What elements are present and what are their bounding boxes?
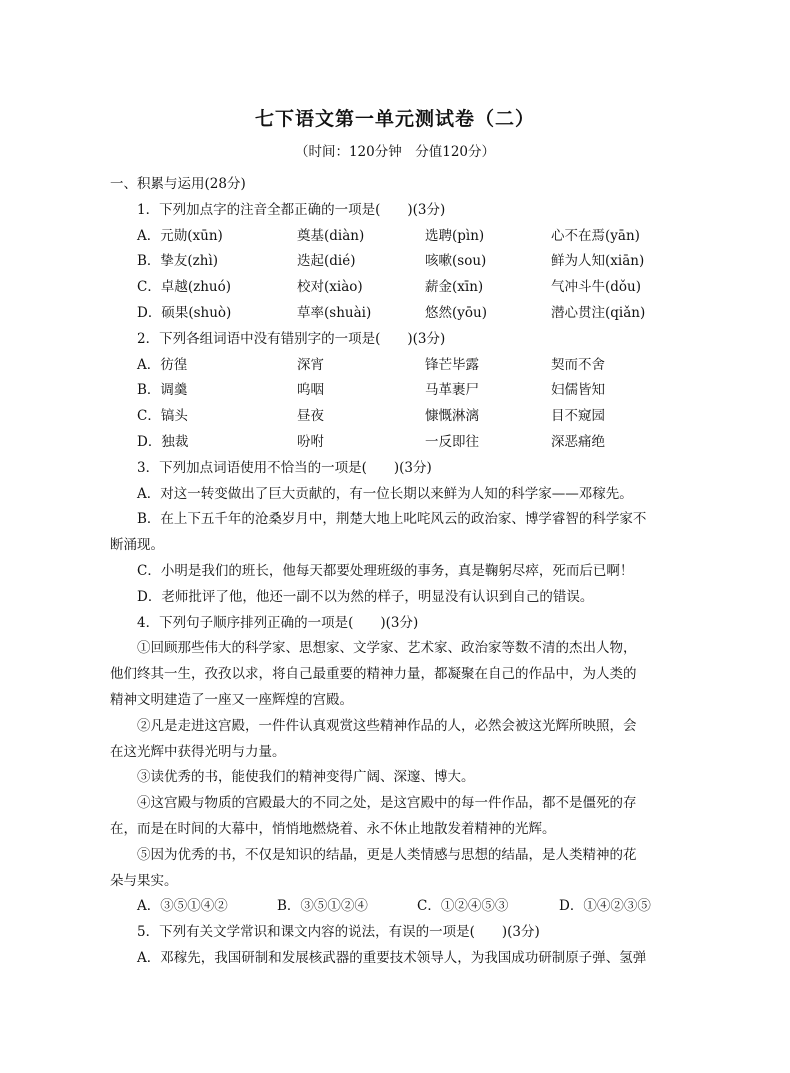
exam-content (110, 172, 714, 972)
option-cell: 目不窥园 (551, 408, 605, 425)
question-3-option-c: C．小明是我们的班长，他每天都要处理班级的事务，真是鞠躬尽瘁，死而后已啊！ (137, 562, 634, 579)
option-cell: 妇儒皆知 (551, 382, 605, 399)
option-cell: 深宵 (297, 356, 324, 373)
option-cell: A．元勋(xūn) (137, 227, 223, 244)
sentence-1-cont: 精神文明建造了一座又一座辉煌的宫殿。 (110, 691, 353, 708)
sentence-1: ①回顾那些伟大的科学家、思想家、文学家、艺术家、政治家等数不清的杰出人物， (137, 640, 637, 657)
option-cell: D．独裁 (137, 433, 189, 450)
option-cell: B．挚友(zhì) (137, 253, 219, 270)
option-cell: 昼夜 (297, 408, 324, 425)
question-1-option-d (110, 301, 714, 327)
question-2-option-a (110, 353, 714, 379)
question-3-option-d: D．老师批评了他，他还一副不以为然的样子，明显没有认识到自己的错误。 (137, 588, 594, 605)
option-cell: 吩咐 (297, 433, 324, 450)
option-cell: A．彷徨 (137, 356, 188, 373)
sentence-3: ③读优秀的书，能使我们的精神变得广阔、深邃、博大。 (137, 769, 475, 786)
question-3-option-b-cont: 断涌现。 (110, 537, 164, 554)
option-cell: 气冲斗牛(dǒu) (551, 279, 641, 296)
page-title: 七下语文第一单元测试卷（二） (254, 108, 535, 130)
option-cell: 锋芒毕露 (425, 356, 479, 373)
question-3-stem: 3．下列加点词语使用不恰当的一项是( )(3分) (137, 459, 432, 476)
option-cell: 深恶痛绝 (551, 433, 605, 450)
option-cell: 潜心贯注(qiǎn) (551, 304, 646, 321)
option-cell: 一反即往 (425, 433, 479, 450)
sentence-5-cont: 朵与果实。 (110, 872, 178, 889)
option-cell: 呜咽 (297, 382, 324, 399)
question-2-option-b (110, 378, 714, 404)
question-1-option-c (110, 275, 714, 301)
option-cell: C．①②④⑤③ (417, 898, 509, 915)
option-cell: C．卓越(zhuó) (137, 279, 231, 296)
option-cell: 心不在焉(yān) (551, 227, 640, 244)
option-cell: 校对(xiào) (297, 279, 363, 296)
option-cell: B．③⑤①②④ (277, 898, 368, 915)
option-cell: A．③⑤①④② (137, 898, 228, 915)
question-4-stem: 4．下列句子顺序排列正确的一项是( )(3分) (137, 614, 419, 631)
section-heading: 一、积累与运用(28分) (110, 176, 246, 192)
question-1-stem: 1．下列加点字的注音全都正确的一项是( )(3分) (137, 201, 446, 218)
sentence-1-cont: 他们终其一生，孜孜以求，将自己最重要的精神力量，都凝聚在自己的作品中，为人类的 (110, 666, 637, 683)
option-cell: B．调羹 (137, 382, 188, 399)
option-cell: 薪金(xīn) (425, 279, 484, 296)
question-2-option-c (110, 404, 714, 430)
page-subtitle: （时间：120分钟 分值120分） (294, 144, 496, 160)
question-1-option-b (110, 249, 714, 275)
option-cell: 咳嗽(sou) (425, 253, 487, 270)
sentence-4: ④这宫殿与物质的宫殿最大的不同之处，是这宫殿中的每一件作品，都不是僵死的存 (137, 795, 637, 812)
option-cell: 慷慨淋漓 (425, 408, 479, 425)
sentence-2: ②凡是走进这宫殿，一件件认真观赏这些精神作品的人，必然会被这光辉所映照，会 (137, 717, 637, 734)
question-5-option-a: A．邓稼先，我国研制和发展核武器的重要技术领导人，为我国成功研制原子弹、氢弹 (137, 949, 647, 966)
option-cell: 契而不舍 (551, 356, 605, 373)
question-2-option-d (110, 430, 714, 456)
sentence-2-cont: 在这光辉中获得光明与力量。 (110, 743, 286, 760)
sentence-4-cont: 在，而是在时间的大幕中，悄悄地燃烧着、永不休止地散发着精神的光辉。 (110, 820, 556, 837)
option-cell: 鲜为人知(xiān) (551, 253, 645, 270)
option-cell: 马革裹尸 (425, 382, 479, 399)
option-cell: C．镐头 (137, 408, 188, 425)
sentence-5: ⑤因为优秀的书，不仅是知识的结晶，更是人类情感与思想的结晶，是人类精神的花 (137, 846, 637, 863)
question-3-option-b: B．在上下五千年的沧桑岁月中，荆楚大地上叱咤风云的政治家、博学睿智的科学家不 (137, 511, 647, 528)
option-cell: 迭起(dié) (297, 253, 356, 270)
option-cell: 奠基(diàn) (297, 227, 365, 244)
question-5-stem: 5．下列有关文学常识和课文内容的说法，有误的一项是( )(3分) (137, 924, 540, 941)
option-cell: D．硕果(shuò) (137, 304, 232, 321)
option-cell: 悠然(yōu) (425, 304, 487, 321)
question-4-options (110, 894, 714, 920)
question-2-stem: 2．下列各组词语中没有错别字的一项是( )(3分) (137, 330, 446, 347)
question-3-option-a: A．对这一转变做出了巨大贡献的，有一位长期以来鲜为人知的科学家——邓稼先。 (137, 485, 633, 502)
option-cell: D．①④②③⑤ (559, 898, 651, 915)
option-cell: 选聘(pìn) (425, 227, 485, 244)
option-cell: 草率(shuài) (297, 304, 372, 321)
question-1-option-a (110, 224, 714, 250)
